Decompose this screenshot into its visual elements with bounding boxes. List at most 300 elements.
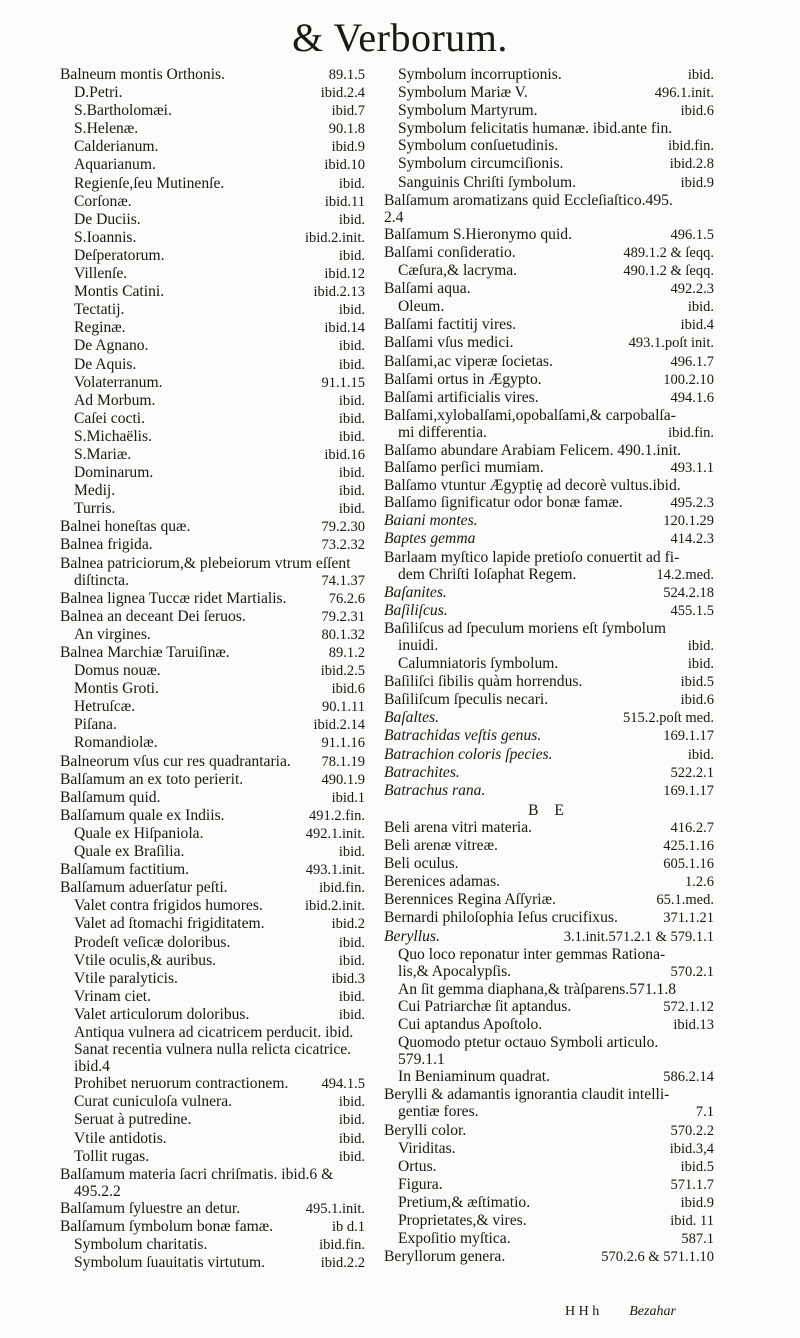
entry-text: De Duciis.	[74, 210, 141, 228]
entry-reference: 74.1.37	[321, 572, 365, 589]
index-entry	[60, 1111, 365, 1129]
entry-text: Baſiliſcus.	[384, 601, 448, 619]
index-entry	[384, 746, 714, 764]
entry-text: Balſami aqua.	[384, 280, 471, 298]
index-entry	[60, 211, 365, 229]
index-entry	[60, 229, 365, 247]
entry-reference: ibid.	[338, 1148, 365, 1165]
entry-reference: ibid.9	[331, 139, 365, 156]
index-entry	[60, 970, 365, 988]
entry-text: Vtile paralyticis.	[74, 969, 178, 987]
entry-reference: 494.1.5	[321, 1076, 365, 1093]
entry-reference: ibid.2.init.	[304, 898, 365, 915]
index-entry	[384, 512, 714, 530]
index-entry	[384, 407, 714, 424]
entry-reference: 495.1.init.	[305, 1200, 365, 1217]
entry-reference: 91.1.15	[321, 374, 365, 391]
entry-text: An ſit gemma diaphana,& tràſparens.571.1.8	[398, 980, 677, 998]
entry-text: Corſonæ.	[74, 192, 132, 210]
entry-text: Balſami factitij vires.	[384, 316, 517, 334]
entry-text: Baſaltes.	[384, 709, 440, 727]
entry-text: Beryllus.	[384, 927, 440, 945]
entry-text: Dominarum.	[74, 464, 154, 482]
index-entry	[60, 1148, 365, 1166]
entry-text: Villenſe.	[74, 265, 128, 283]
entry-text: Balnea patriciorum,& plebeiorum vtrum eſſent	[60, 554, 351, 572]
entry-text: Berenices adamas.	[384, 873, 501, 891]
index-entry	[384, 442, 714, 459]
entry-reference: ibid.	[687, 746, 714, 763]
entry-reference: 91.1.16	[321, 735, 365, 752]
entry-text: 2.4	[384, 208, 404, 226]
index-entry	[60, 518, 365, 536]
index-entry	[60, 716, 365, 734]
index-entry	[60, 536, 365, 554]
entry-reference: 493.1.init.	[305, 862, 365, 879]
entry-reference: 371.1.21	[663, 910, 714, 927]
entry-reference: 490.1.9	[321, 771, 365, 788]
index-entry	[60, 753, 365, 771]
index-entry	[60, 84, 365, 102]
entry-reference: 414.2.3	[670, 531, 714, 548]
entry-text: Batrachidas veſtis genus.	[384, 727, 542, 745]
index-entry	[60, 1130, 365, 1148]
entry-text: Expoſitio myſtica.	[398, 1230, 511, 1248]
page-footer	[565, 1304, 676, 1320]
entry-reference: ibid.14	[324, 320, 365, 337]
entry-text: Quo loco reponatur inter gemmas Rationa-	[398, 945, 666, 963]
index-entry	[60, 952, 365, 970]
entry-reference: 605.1.16	[663, 856, 714, 873]
entry-text: Vrinam ciet.	[74, 987, 152, 1005]
index-entry	[384, 371, 714, 389]
index-entry	[60, 428, 365, 446]
entry-text: Cæſura,& lacryma.	[398, 262, 518, 280]
entry-reference: ibid.	[338, 1006, 365, 1023]
entry-reference: 571.1.7	[670, 1176, 714, 1193]
entry-reference: ibid.16	[324, 446, 365, 463]
entry-text: Balnea frigida.	[60, 536, 153, 554]
entry-text: Balſami,xylobalſami,opobalſami,& carpobalſa-	[384, 406, 676, 424]
entry-reference: ibid.6	[680, 692, 714, 709]
index-entry	[384, 549, 714, 566]
entry-reference: ibid.	[338, 934, 365, 951]
entry-text: D.Petri.	[74, 84, 123, 102]
entry-text: Balnea lignea Tuccæ ridet Martialis.	[60, 589, 287, 607]
entry-text: gentiæ fores.	[398, 1103, 479, 1121]
entry-reference: ibid.2.5	[320, 663, 365, 680]
index-entry	[384, 727, 714, 745]
entry-reference: ibid.4	[680, 317, 714, 334]
index-entry	[60, 265, 365, 283]
entry-text: S.Mariæ.	[74, 445, 132, 463]
entry-text: diſtincta.	[74, 571, 129, 589]
entry-text: Tectatij.	[74, 301, 125, 319]
signature-mark: H H h	[565, 1304, 600, 1319]
entry-reference: ibid.fin.	[668, 424, 714, 441]
entry-reference: 515.2.poſt med.	[622, 710, 714, 727]
index-entry	[60, 644, 365, 662]
entry-reference: 89.1.2	[328, 645, 365, 661]
entry-reference: ibid.	[338, 211, 365, 228]
index-entry	[384, 209, 714, 226]
entry-text: Symbolum ſuauitatis virtutum.	[74, 1254, 266, 1272]
index-entry	[384, 280, 714, 298]
entry-reference: 492.1.init.	[305, 825, 365, 842]
entry-text: Balſamum quale ex Indiis.	[60, 806, 225, 824]
entry-reference: 90.1.11	[322, 699, 365, 716]
index-entry	[60, 861, 365, 879]
index-entry	[60, 789, 365, 807]
index-entry	[60, 680, 365, 698]
index-entry	[384, 891, 714, 909]
index-entry	[384, 262, 714, 280]
entry-text: Prohibet neruorum contractionem.	[74, 1075, 289, 1093]
index-entry	[60, 698, 365, 716]
entry-text: Balneorum vſus cur res quadrantaria.	[60, 752, 291, 770]
entry-text: Balſami vſus medici.	[384, 334, 514, 352]
index-entry	[384, 819, 714, 837]
index-entry	[60, 102, 365, 120]
entry-reference: ibid.	[338, 302, 365, 319]
index-entry	[60, 500, 365, 518]
index-entry	[60, 392, 365, 410]
index-entry	[384, 655, 714, 673]
index-entry	[384, 1103, 714, 1121]
index-entry	[384, 353, 714, 371]
entry-text: Cui Patriarchæ ſit aptandus.	[398, 997, 572, 1015]
entry-text: Balnea an deceant Dei ſeruos.	[60, 607, 246, 625]
index-entry	[384, 1176, 714, 1194]
entry-reference: ibid.5	[680, 674, 714, 691]
entry-reference: ibid.	[687, 656, 714, 673]
index-entry	[60, 843, 365, 861]
index-entry	[60, 410, 365, 428]
entry-text: Balnea Marchiæ Taruiſinæ.	[60, 644, 230, 661]
index-entry	[384, 459, 714, 477]
entry-text: ibid.4	[74, 1058, 110, 1076]
entry-reference: 570.2.1	[670, 963, 714, 980]
entry-reference: ib d.1	[331, 1219, 365, 1235]
index-entry	[60, 988, 365, 1006]
entry-reference: ibid.fin.	[668, 138, 714, 155]
entry-text: Berylli & adamantis ignorantia claudit intelli-	[384, 1086, 670, 1104]
entry-text: Beryllorum genera.	[384, 1248, 506, 1266]
entry-text: Balſamum S.Hieronymo quid.	[384, 225, 572, 243]
entry-text: Balnei honeſtas quæ.	[60, 518, 191, 536]
entry-text: Volaterranum.	[74, 373, 163, 391]
entry-text: inuidi.	[398, 637, 439, 654]
index-entry	[384, 192, 714, 209]
index-entry	[384, 477, 714, 494]
index-entry	[60, 247, 365, 265]
entry-text: Balſami conſideratio.	[384, 243, 516, 261]
entry-text: Berylli color.	[384, 1121, 467, 1139]
entry-text: Valet ad ſtomachi frigiditatem.	[74, 915, 265, 933]
index-entry	[60, 1166, 365, 1183]
entry-reference: 425.1.16	[663, 838, 714, 855]
index-entry	[384, 909, 714, 927]
entry-reference: 522.2.1	[670, 764, 714, 781]
entry-reference: 76.2.6	[328, 590, 365, 607]
index-entry	[384, 584, 714, 602]
entry-reference: 586.2.14	[663, 1069, 714, 1086]
entry-reference: ibid.	[687, 299, 714, 316]
entry-reference: ibid.3	[331, 970, 365, 987]
entry-reference: ibid.2.8	[669, 156, 714, 173]
entry-reference: 496.1.7	[670, 353, 714, 370]
entry-reference: ibid.fin.	[319, 880, 365, 897]
entry-text: Beli arena vitri materia.	[384, 818, 533, 836]
entry-text: Aquarianum.	[74, 156, 156, 174]
index-entry	[60, 555, 365, 572]
entry-text: Seruat à putredine.	[74, 1111, 192, 1129]
entry-reference: ibid.	[338, 392, 365, 409]
right-index-column	[384, 66, 714, 1266]
entry-reference: 90.1.8	[328, 121, 365, 138]
index-entry	[60, 193, 365, 211]
entry-reference: 79.2.31	[321, 608, 365, 625]
entry-reference: 78.1.19	[321, 753, 365, 770]
entry-text: Baſiliſcum ſpeculis necari.	[384, 691, 549, 709]
entry-text: Symbolum circumciſionis.	[398, 155, 564, 173]
entry-reference: 1.2.6	[685, 874, 714, 891]
entry-text: S.Helenæ.	[74, 120, 139, 138]
entry-text: lis,& Apocalypſis.	[398, 962, 512, 980]
entry-reference: ibid.9	[680, 174, 714, 191]
entry-reference: ibid. 11	[670, 1213, 714, 1229]
entry-text: Regienſe,ſeu Mutinenſe.	[74, 174, 225, 192]
index-entry	[384, 530, 714, 548]
entry-text: Cui aptandus Apoſtolo.	[398, 1015, 543, 1033]
index-entry	[384, 334, 714, 352]
index-entry	[384, 620, 714, 637]
index-entry	[60, 66, 365, 84]
entry-reference: 7.1	[695, 1104, 714, 1121]
index-entry	[60, 464, 365, 482]
index-entry	[384, 1034, 714, 1051]
index-entry	[384, 602, 714, 620]
index-entry	[384, 963, 714, 981]
entry-reference: 169.1.17	[663, 782, 714, 799]
entry-reference: 416.2.7	[670, 819, 714, 836]
index-entry	[384, 494, 714, 512]
entry-text: Baptes gemma	[384, 530, 476, 548]
index-entry	[384, 1230, 714, 1248]
entry-text: Symbolum Martyrum.	[398, 102, 538, 120]
index-entry	[384, 981, 714, 998]
entry-reference: 65.1.med.	[656, 892, 714, 909]
entry-text: Balſamum ſymbolum bonæ famæ.	[60, 1218, 274, 1235]
entry-reference: ibid.2.2	[320, 1255, 365, 1272]
entry-reference: 3.1.init.571.2.1 & 579.1.1	[563, 928, 714, 945]
entry-text: Balſamum ſyluestre an detur.	[60, 1199, 241, 1217]
entry-text: Berennices Regina Aſſyriæ.	[384, 891, 556, 909]
entry-reference: ibid.2.4	[320, 85, 365, 102]
entry-text: Barlaam myſtico lapide pretioſo conuertit ad fi-	[384, 548, 680, 566]
entry-text: Balſamum an ex toto perierit.	[60, 770, 244, 788]
entry-reference: ibid.	[338, 844, 365, 861]
index-entry	[60, 374, 365, 392]
entry-text: Domus nouæ.	[74, 662, 161, 680]
index-entry	[384, 1212, 714, 1230]
entry-reference: 89.1.5	[328, 67, 365, 83]
entry-text: Balſamo perſici mumiam.	[384, 459, 544, 477]
entry-reference: ibid.3,4	[669, 1140, 714, 1157]
entry-reference: ibid.2.init.	[304, 229, 365, 246]
entry-text: Balſamo abundare Arabiam Felicem. 490.1.init.	[384, 441, 682, 459]
entry-text: Montis Catini.	[74, 283, 165, 301]
entry-text: Medij.	[74, 482, 116, 500]
entry-reference: 496.1.init.	[654, 85, 714, 102]
entry-reference: ibid.	[338, 1130, 365, 1147]
entry-text: Caſei cocti.	[74, 409, 146, 427]
entry-text: Symbolum Mariæ V.	[398, 84, 528, 102]
entry-reference: 80.1.32	[321, 626, 365, 643]
entry-reference: ibid.	[338, 247, 365, 264]
index-entry	[60, 319, 365, 337]
entry-reference: ibid.5	[680, 1158, 714, 1175]
entry-text: Pretium,& æſtimatio.	[398, 1193, 531, 1211]
entry-text: Beli arenæ vitreæ.	[384, 837, 498, 855]
index-entry	[384, 84, 714, 102]
index-entry	[60, 120, 365, 138]
entry-text: Ortus.	[398, 1157, 437, 1175]
entry-reference: ibid.	[338, 1094, 365, 1111]
entry-reference: ibid.	[687, 638, 714, 654]
index-entry	[60, 482, 365, 500]
index-entry	[60, 138, 365, 156]
index-entry	[384, 566, 714, 584]
index-entry	[60, 897, 365, 915]
entry-text: S.Michaëlis.	[74, 427, 152, 445]
index-entry	[384, 1016, 714, 1034]
index-entry	[60, 915, 365, 933]
entry-text: Sanguinis Chriſti ſymbolum.	[398, 173, 577, 191]
entry-reference: 100.2.10	[663, 371, 714, 388]
entry-reference: ibid.10	[324, 157, 365, 174]
entry-text: Hetruſcæ.	[74, 698, 136, 716]
index-entry	[384, 637, 714, 655]
index-entry	[60, 446, 365, 464]
entry-text: Figura.	[398, 1175, 443, 1193]
entry-text: S.Ioannis.	[74, 228, 137, 246]
entry-text: Quale ex Hiſpaniola.	[74, 824, 204, 842]
index-entry	[60, 626, 365, 644]
entry-text: Baſiliſci ſibilis quàm horrendus.	[384, 673, 583, 691]
entry-text: Symbolum incorruptionis.	[398, 66, 562, 83]
entry-text: Deſperatorum.	[74, 246, 165, 264]
entry-reference: 570.2.6 & 571.1.10	[601, 1249, 714, 1266]
index-entry	[384, 226, 714, 244]
entry-reference: ibid.	[338, 465, 365, 482]
entry-reference: 79.2.30	[321, 519, 365, 536]
entry-reference: 14.2.med.	[656, 566, 714, 583]
index-entry	[384, 316, 714, 334]
index-entry	[60, 807, 365, 825]
entry-text: Baſiliſcus ad ſpeculum moriens eſt ſymbolum	[384, 619, 666, 637]
entry-text: Quomodo ptetur octauo Symboli articulo.	[398, 1034, 659, 1052]
entry-reference: ibid.	[338, 175, 365, 192]
entry-text: Balſamum factitium.	[60, 861, 190, 879]
index-entry	[60, 934, 365, 952]
entry-text: Montis Groti.	[74, 680, 159, 698]
entry-text: De Aquis.	[74, 355, 137, 373]
entry-reference: ibid.6	[680, 103, 714, 120]
entry-text: Beli oculus.	[384, 855, 459, 873]
entry-text: Quale ex Braſilia.	[74, 843, 185, 861]
index-entry	[384, 424, 714, 442]
index-entry	[60, 879, 365, 897]
entry-reference: ibid.12	[324, 266, 365, 283]
index-entry	[60, 1254, 365, 1272]
entry-text: S.Bartholomæi.	[74, 102, 172, 120]
entry-reference: 587.1	[681, 1231, 714, 1248]
index-entry	[60, 1024, 365, 1041]
index-entry	[60, 608, 365, 626]
page-title: & Verborum.	[292, 15, 508, 60]
entry-reference: 570.2.2	[670, 1122, 714, 1139]
index-entry	[60, 1058, 365, 1075]
index-entry	[384, 244, 714, 262]
index-entry	[60, 301, 365, 319]
section-heading: B E	[528, 801, 570, 819]
entry-reference: 169.1.17	[663, 728, 714, 745]
entry-reference: 493.1.1	[670, 460, 714, 477]
entry-text: Balſamo ſignificatur odor bonæ famæ.	[384, 494, 623, 512]
index-entry	[60, 1183, 365, 1200]
entry-text: Balneum montis Orthonis.	[60, 66, 226, 83]
index-entry	[60, 734, 365, 752]
entry-reference: ibid.11	[324, 193, 365, 210]
entry-text: Balſami artificialis vires.	[384, 388, 539, 406]
index-entry	[384, 928, 714, 946]
entry-reference: ibid.	[338, 428, 365, 445]
entry-reference: 491.2.fin.	[309, 807, 365, 824]
entry-text: Tollit rugas.	[74, 1147, 150, 1165]
entry-text: Balſamum materia ſacri chriſmatis. ibid.6 &	[60, 1165, 334, 1183]
entry-reference: 524.2.18	[663, 584, 714, 601]
index-entry	[60, 175, 365, 193]
index-entry	[60, 572, 365, 590]
left-index-column	[60, 66, 365, 1272]
entry-reference: 572.1.12	[663, 998, 714, 1015]
entry-reference: 120.1.29	[663, 513, 714, 530]
index-entry	[384, 1068, 714, 1086]
entry-text: Bernardi philoſophia Ieſus crucifixus.	[384, 909, 618, 927]
index-entry	[384, 855, 714, 873]
index-entry	[60, 662, 365, 680]
entry-text: Piſana.	[74, 716, 117, 734]
entry-reference: ibid.fin.	[319, 1237, 365, 1254]
index-entry	[60, 771, 365, 789]
entry-text: mi differentia.	[398, 423, 487, 441]
index-entry	[384, 102, 714, 120]
entry-text: Prodeſt veſicæ doloribus.	[74, 933, 231, 951]
entry-text: Curat cuniculoſa vulnera.	[74, 1093, 233, 1111]
index-entry	[384, 1051, 714, 1068]
index-entry	[384, 174, 714, 192]
index-entry	[384, 1086, 714, 1103]
entry-reference: ibid.	[338, 952, 365, 969]
entry-reference: ibid.	[338, 1112, 365, 1129]
entry-text: Balſamum aduerſatur peſti.	[60, 879, 228, 897]
catchword: Bezahar	[629, 1304, 676, 1319]
entry-text: Batrachus rana.	[384, 781, 486, 799]
index-entry	[60, 1200, 365, 1218]
entry-reference: ibid.2.13	[313, 284, 365, 301]
entry-text: Baſanites.	[384, 583, 447, 601]
